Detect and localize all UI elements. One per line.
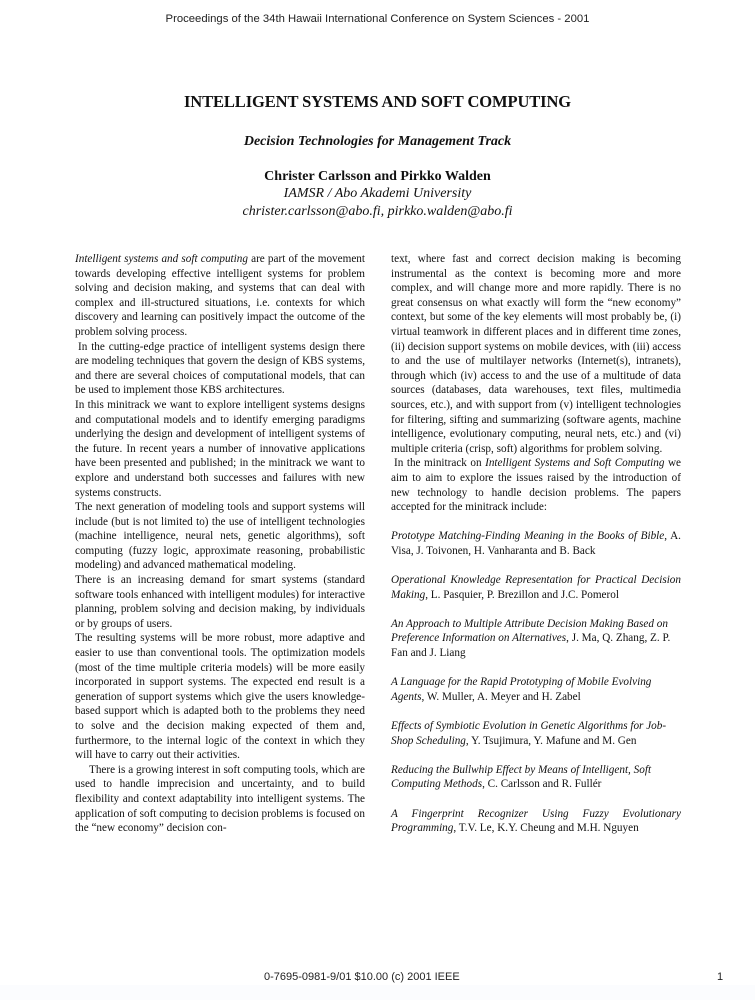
footer-strip [0, 985, 755, 1000]
paper-authors: , J. Ma, Q. Zhang, Z. P. Fan and J. Liang [391, 632, 671, 660]
accepted-intro-text-rest: we aim to aim to explore the issues raised by the introduction of new technology to handle decision problems. The papers accepted for the minitrack include: [391, 457, 682, 514]
accepted-intro-text: In the minitrack on [394, 457, 486, 470]
paper-list-item [391, 807, 681, 836]
paper-title: INTELLIGENT SYSTEMS AND SOFT COMPUTING [183, 92, 572, 111]
paper-title-italic: Operational Knowledge Representation for Practical Decision Making [391, 574, 681, 601]
paragraph-minitrack-goal: In this minitrack we want to explore intelligent systems designs and computational models and to identify emerging paradigms underlying the design and development of intelligent systems of the future. In recent years a number of innovative applications have been presented and published; in the minitrack we want to explore and understand both successes and failures with new systems constructs. [75, 398, 365, 499]
paragraph-design-practice: In the cutting-edge practice of intelligent systems design there are modeling techniques that govern the design of KBS systems, and there are several choices of computational models, that can be used to implement those KBS architectures. [75, 340, 365, 397]
paper-title-italic: Reducing the Bullwhip Effect by Means of Intelligent, Soft Computing Methods [391, 763, 652, 791]
paper-title-italic: A Language for the Rapid Prototyping of Mobile Evolving Agents [391, 676, 652, 703]
minitrack-name: Intelligent Systems and Soft Computing [485, 457, 665, 470]
intro-text: are part of the movement towards developing effective intelligent systems for problem solving and decision making, and systems that can deal with complex and ill-structured situations, i.e. contexts for which discovery and learning can positively impact the outcome of the problem solving process. [75, 253, 365, 338]
author-emails: christer.carlsson@abo.fi, pirkko.walden@abo.fi [242, 204, 513, 219]
paper-authors: , C. Carlsson and R. Fullér [482, 778, 602, 791]
paper-list-item [391, 719, 681, 748]
paragraph-demand: There is an increasing demand for smart systems (standard software tools enhanced with intelligent modules) for interactive planning, problem solving and decision making, by individuals or by groups of users. [75, 574, 365, 630]
paper-authors: , L. Pasquier, P. Brezillon and J.C. Pomerol [425, 588, 619, 601]
paragraph-intro [75, 252, 365, 340]
left-column [75, 252, 365, 836]
paper-list-item [391, 573, 681, 602]
paper-list-item [391, 529, 681, 558]
paper-authors: , W. Muller, A. Meyer and H. Zabel [421, 690, 581, 703]
running-head: Proceedings of the 34th Hawaii International Conference on System Sciences - 2001 [165, 13, 590, 25]
paper-authors: , Y. Tsujimura, Y. Mafune and M. Gen [465, 734, 637, 747]
paper-title-italic: An Approach to Multiple Attribute Decision Making Based on Preference Information on Alternatives [391, 617, 668, 645]
paper-title-italic: Effects of Symbiotic Evolution in Genetic Algorithms for Job-Shop Scheduling [391, 720, 667, 747]
paper-list-item [391, 617, 681, 661]
paragraph-resulting-systems: The resulting systems will be more robust, more adaptive and easier to use than conventional tools. The optimization models (most of the time multiple criteria models) will be more easily incorporated in support systems. The expected end result is a generation of support systems which give the users knowledge-based support which is adapted both to the problems they need to solve and the decision making expected of them and, furthermore, to the internal logic of the context in which they will have to carry out their activities. [75, 632, 365, 762]
paragraph-new-economy: text, where fast and correct decision making is becoming instrumental as the context is becoming more and more complex, and will change more and more rapidly. There is no great consensus on what exactly will form the “new economy” context, but some of the key elements will most probably be, (i) virtual teamwork in different places and in different time zones, (ii) decision support systems on mobile devices, with (iii) access to and the use of multilayer networks (Internet(s), intranets), through which (iv) access to and the use of a multitude of data sources (databases, data warehouses, text files, multimedia sources, etc.), and with support from (v) intelligent technologies for filtering, sifting and summarizing (software agents, machine intelligence, evolutionary computing, neural nets, etc.) and (vi) multiple criteria (crisp, soft) algorithms for problem solving. [391, 253, 681, 455]
paper-authors: , A. Visa, J. Toivonen, H. Vanharanta and B. Back [391, 530, 681, 557]
paper-list-item [391, 675, 681, 704]
paragraph-next-generation: The next generation of modeling tools and support systems will include (but is not limited to) the use of intelligent technologies (machine intelligence, neural nets, genetic algorithms), soft computing (fuzzy logic, approximate reasoning, probabilistic modeling) and advanced mathematical modeling. [75, 501, 365, 572]
paper-title-italic: A Fingerprint Recognizer Using Fuzzy Evolutionary Programming [391, 807, 681, 835]
page-number: 1 [717, 971, 724, 983]
paragraph-accepted-intro [391, 456, 681, 514]
authors: Christer Carlsson and Pirkko Walden [264, 169, 491, 184]
copyright-notice: 0-7695-0981-9/01 $10.00 (c) 2001 IEEE [264, 971, 460, 983]
affiliation: IAMSR / Abo Akademi University [283, 186, 472, 201]
track-subtitle: Decision Technologies for Management Track [243, 134, 512, 149]
paragraph-soft-computing: There is a growing interest in soft computing tools, which are used to handle imprecision and uncertainty, and to build flexibility and context adaptability into intelligent systems. The application of soft computing to decision problems is focused on the “new economy” decision con- [75, 763, 365, 835]
right-column [391, 252, 681, 836]
paper-title-italic: Prototype Matching-Finding Meaning in the Books of Bible [391, 530, 665, 543]
paper-authors: , T.V. Le, K.Y. Cheung and M.H. Nguyen [453, 822, 639, 835]
intro-italic-phrase: Intelligent systems and soft computing [75, 253, 248, 265]
paper-list-item [391, 763, 681, 792]
